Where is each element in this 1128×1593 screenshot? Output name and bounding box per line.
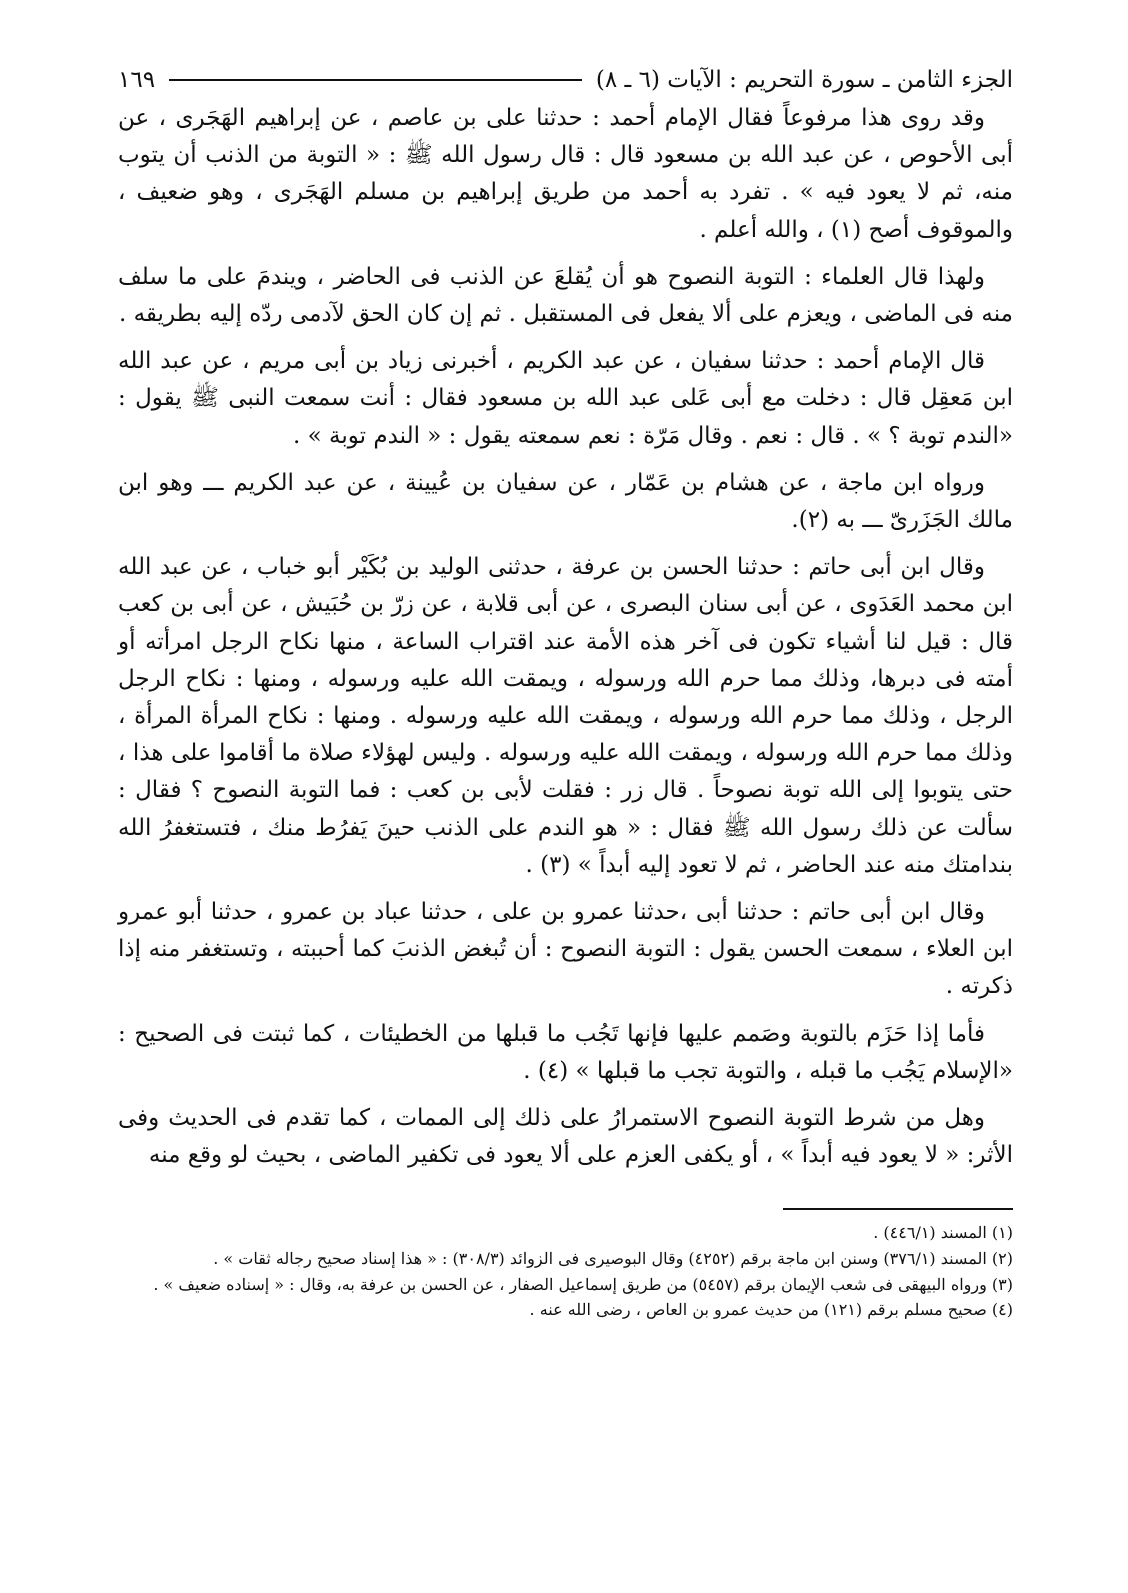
main-text [118,100,1013,1174]
paragraph: وقال ابن أبى حاتم : حدثنا الحسن بن عرفة ، حدثنى الوليد بن بُكَيْر أبو خباب ، عن عبد الله ابن محمد العَدَوى ، عن أبى سنان البصرى ، عن أبى قلابة ، عن زرّ بن حُبَيش ، عن أبى بن كعب قال : قيل لنا أشياء تكون فى آخر هذه الأمة عند اقتراب الساعة ، منها نكاح الرجل امرأته أو أمته فى دبرها، وذلك مما حرم الله ورسوله ، ويمقت الله عليه ورسوله ، ومنها : نكاح الرجل الرجل ، وذلك مما حرم الله ورسوله ، ويمقت الله عليه ورسوله . ومنها : نكاح المرأة المرأة ، وذلك مما حرم الله ورسوله ، ويمقت الله عليه ورسوله . وليس لهؤلاء صلاة ما أقاموا على هذا ، حتى يتوبوا إلى الله توبة نصوحاً . قال زر : فقلت لأبى بن كعب : فما التوبة النصوح ؟ فقال : سألت عن ذلك رسول الله ﷺ فقال : « هو الندم على الذنب حينَ يَفرُط منك ، فتستغفرُ الله بندامتك منه عند الحاضر ، ثم لا تعود إليه أبداً » (٣) . [118,554,1013,878]
footnote-separator [783,1208,1013,1210]
footnote: (٣) ورواه البيهقى فى شعب الإيمان برقم (٥٤٥٧) من طريق إسماعيل الصفار ، عن الحسن بن عرفة به، وقال : « إسناده ضعيف » . [153,1274,1013,1294]
paragraph: قال الإمام أحمد : حدثنا سفيان ، عن عبد الكريم ، أخبرنى زياد بن أبى مريم ، عن عبد الله ابن مَعقِل قال : دخلت مع أبى عَلى عبد الله بن مسعود فقال : أنت سمعت النبى ﷺ يقول : «الندم توبة ؟ » . قال : نعم . وقال مَرّة : نعم سمعته يقول : « الندم توبة » . [118,348,1013,449]
footnote: (٢) المسند (٣٧٦/١) وسنن ابن ماجة برقم (٤٢٥٢) وقال البوصيرى فى الزوائد (٣٠٨/٣) : « هذا إسناد صحيح رجاله ثقات » . [213,1249,1013,1269]
paragraph: وهل من شرط التوبة النصوح الاستمرارُ على ذلك إلى الممات ، كما تقدم فى الحديث وفى الأثر: « لا يعود فيه أبداً » ، أو يكفى العزم على ألا يعود فى تكفير الماضى ، بحيث لو وقع منه [118,1105,1013,1169]
running-header [118,62,1013,98]
footnote: (٤) صحيح مسلم برقم (١٢١) من حديث عمرو بن العاص ، رضى الله عنه . [529,1300,1013,1320]
paragraph: ورواه ابن ماجة ، عن هشام بن عَمّار ، عن سفيان بن عُيينة ، عن عبد الكريم ـــ وهو ابن مالك الجَزَرىّ ـــ به (٢). [118,469,1013,534]
header-rule [169,79,582,81]
paragraph: فأما إذا حَزَم بالتوبة وصَمم عليها فإنها تَجُب ما قبلها من الخطيئات ، كما ثبتت فى الصحيح : «الإسلام يَجُب ما قبله ، والتوبة تجب ما قبلها » (٤) . [118,1020,1013,1084]
paragraph: وقد روى هذا مرفوعاً فقال الإمام أحمد : حدثنا على بن عاصم ، عن إبراهيم الهَجَرى ، عن أبى الأحوص ، عن عبد الله بن مسعود قال : قال رسول الله ﷺ : « التوبة من الذنب أن يتوب منه، ثم لا يعود فيه » . تفرد به أحمد من طريق إبراهيم بن مسلم الهَجَرى ، وهو ضعيف ، والموقوف أصح (١) ، والله أعلم . [118,105,1013,243]
page-number: ١٦٩ [118,67,156,93]
footnote: (١) المسند (٤٤٦/١) . [873,1223,1013,1243]
footnotes [118,1220,1013,1322]
paragraph: ولهذا قال العلماء : التوبة النصوح هو أن يُقلعَ عن الذنب فى الحاضر ، ويندمَ على ما سلف منه فى الماضى ، ويعزم على ألا يفعل فى المستقبل . ثم إن كان الحق لآدمى ردّه إليه بطريقه . [118,263,1013,328]
paragraph: وقال ابن أبى حاتم : حدثنا أبى ،حدثنا عمرو بن على ، حدثنا عباد بن عمرو ، حدثنا أبو عمرو ابن العلاء ، سمعت الحسن يقول : التوبة النصوح : أن تُبغض الذنبَ كما أحببته ، وتستغفر منه إذا ذكرته . [118,899,1013,1000]
running-title: الجزء الثامن ـ سورة التحريم : الآيات (٦ ـ ٨) [595,67,1013,93]
